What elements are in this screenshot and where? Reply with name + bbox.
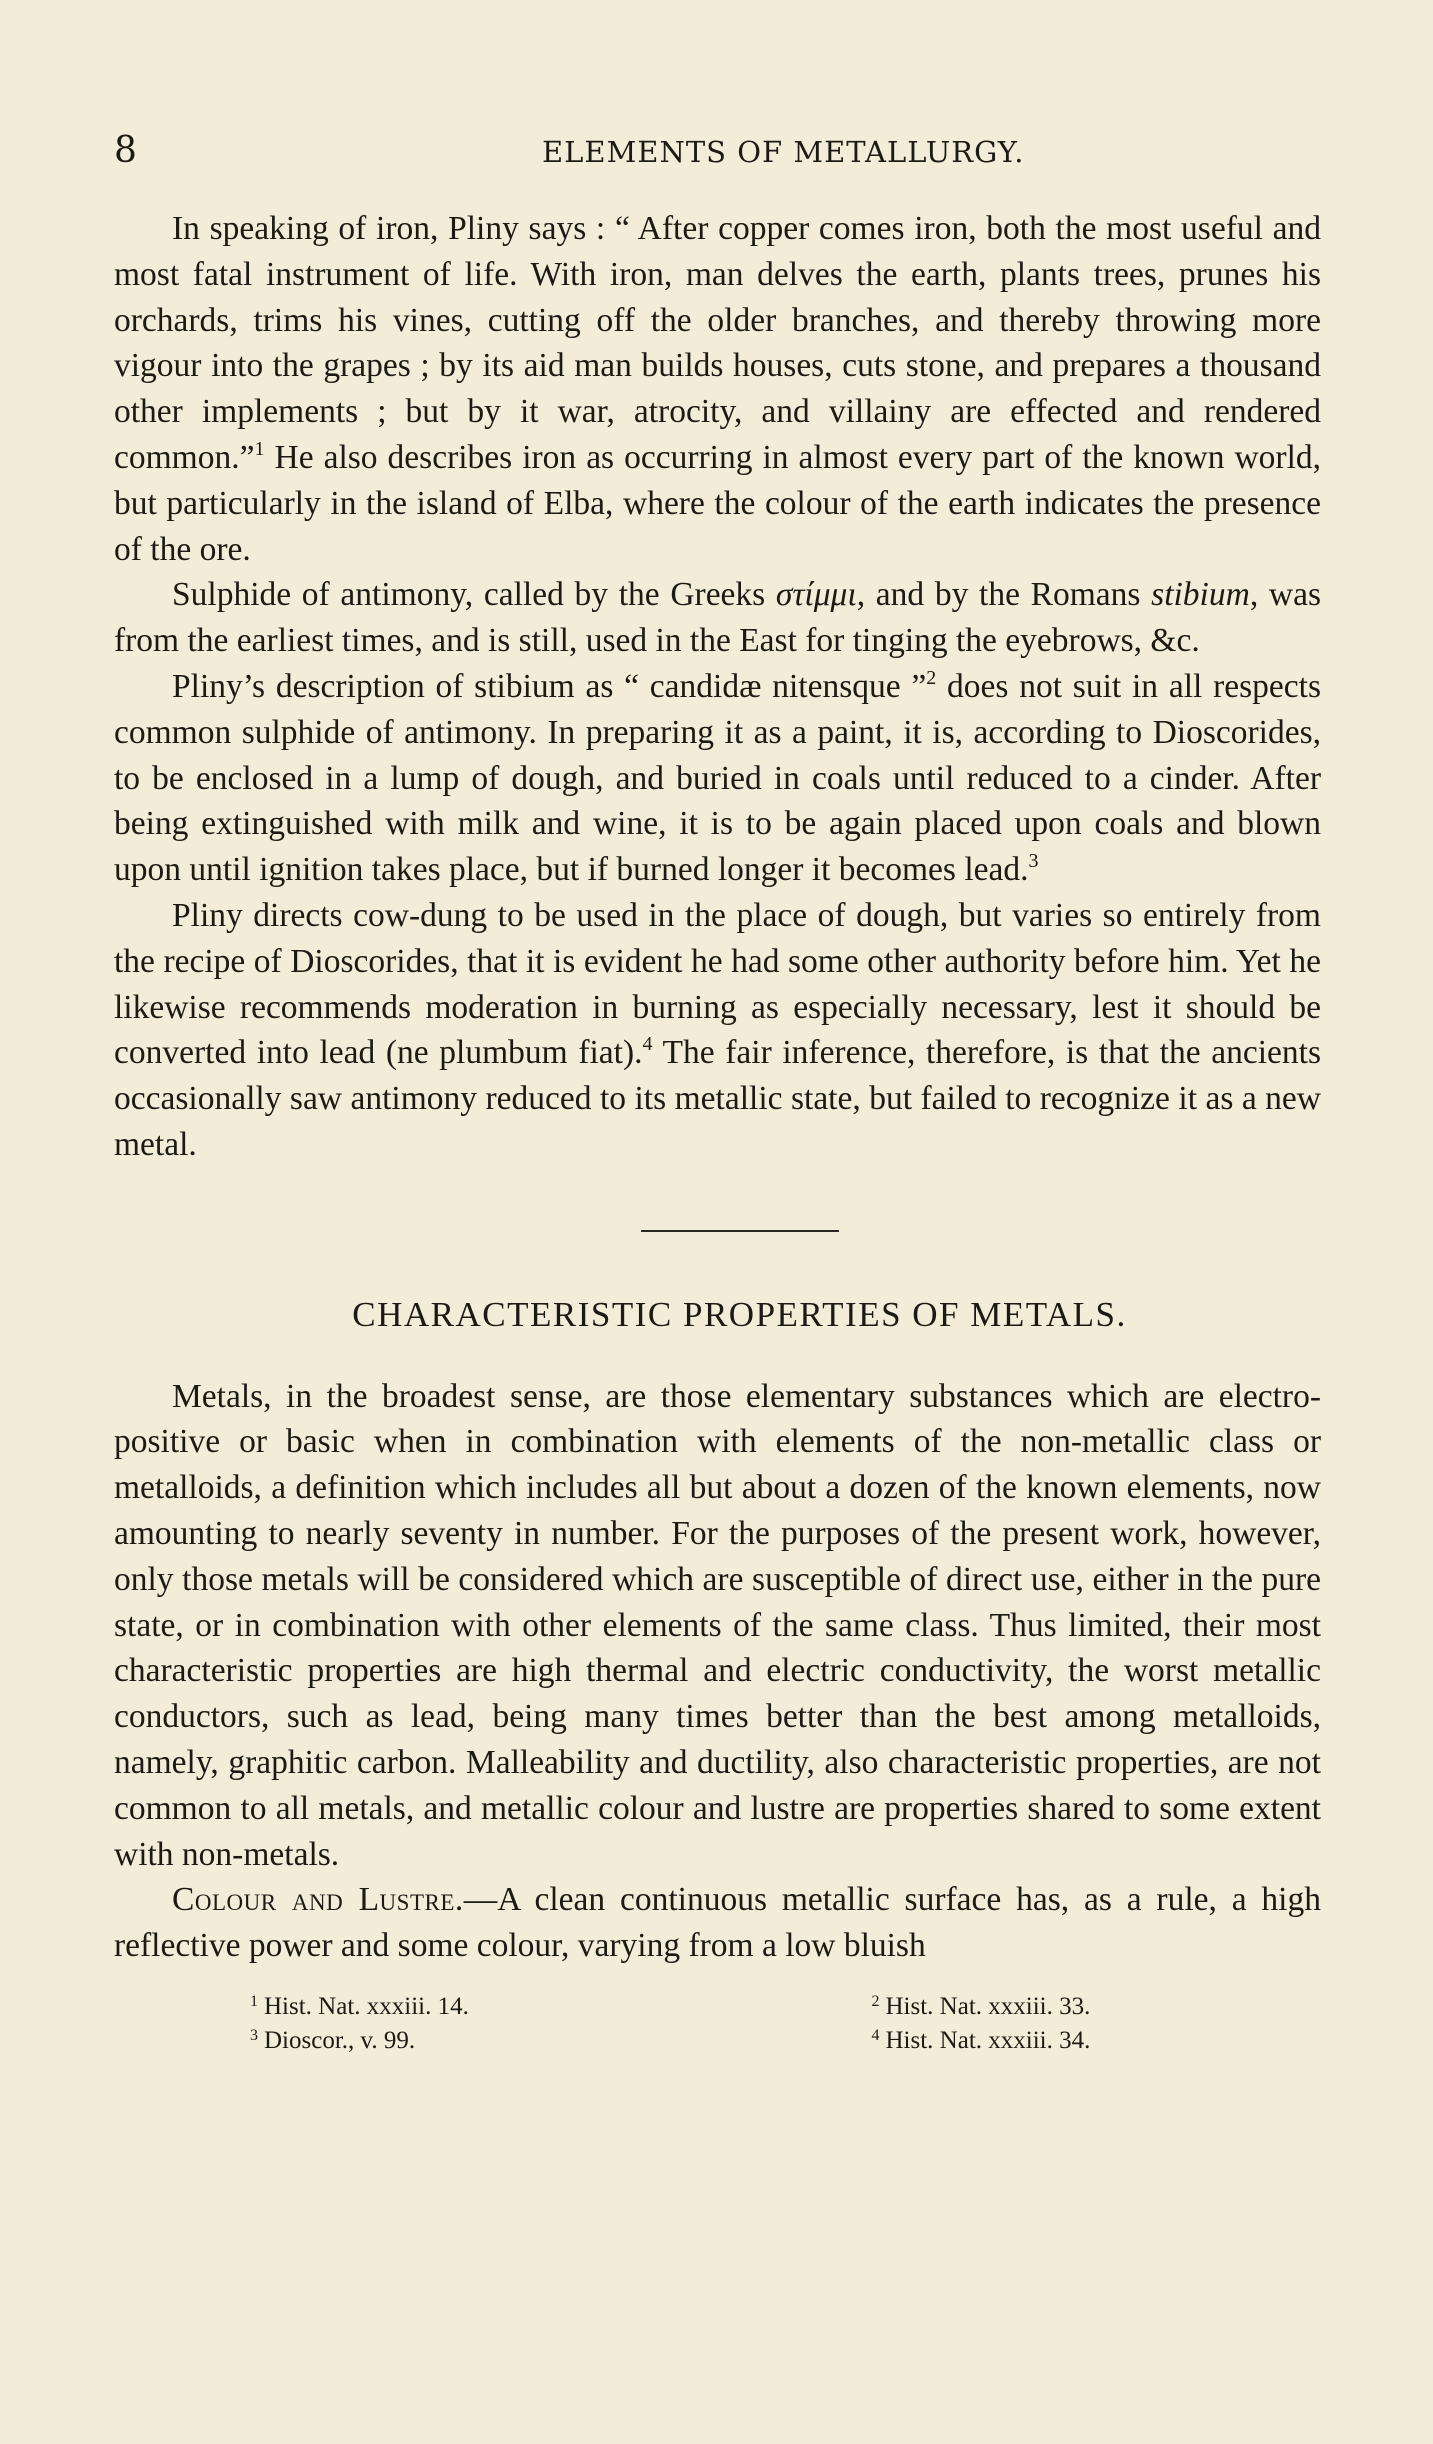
section-heading: CHARACTERISTIC PROPERTIES OF METALS. — [352, 1294, 1127, 1334]
footnote — [786, 2025, 1322, 2057]
paragraph-colour-lustre — [114, 1877, 1321, 1969]
footnote — [786, 1991, 1322, 2023]
footnote-text: Hist. Nat. xxxiii. 34. — [885, 2026, 1091, 2054]
paragraph-metals-definition: Metals, in the broadest sense, are those elementary substances which are electro-positive or basic when in combination with elements of the non-metallic class or metalloids, a definition which includes all but about a dozen of the known elements, now amounting to nearly seventy in number. For the purposes of the present work, however, only those metals will be considered which are susceptible of direct use, either in the pure state, or in combination with other elements of the same class. Thus limited, their most characteristic properties are high thermal and electric conductivity, the worst metallic conductors, such as lead, being many times better than the best among metalloids, namely, graphitic carbon. Malleability and ductility, also characteristic properties, are not common to all metals, and metallic colour and lustre are properties shared to some extent with non-metals. — [114, 1377, 1321, 1873]
footnote-text: Hist. Nat. xxxiii. 14. — [264, 1992, 469, 2020]
paragraph-cow-dung — [114, 893, 1321, 1168]
text-segment: does not suit in all respects common sulphide of antimony. In preparing it as a paint, it is, according to Dioscorides, to be enclosed in a lump of dough, and buried in coals until reduced to a cinder. After being extinguished with milk and wine, it is to be again placed upon coals and blown upon until ignition takes place, but if burned longer it becomes lead. — [114, 667, 1321, 889]
footnote-mark: 1 — [250, 1992, 258, 2010]
footnote-mark: 2 — [871, 1992, 880, 2010]
latin-term: stibium — [1151, 576, 1250, 614]
footnote-ref: 3 — [1028, 850, 1039, 873]
footnote-text: Hist. Nat. xxxiii. 33. — [885, 1992, 1091, 2020]
footnote-ref: 4 — [642, 1033, 653, 1056]
text-segment: —A clean continuous metallic surface has, as a rule, a high reflective power and some colour, varying from a low bluish — [114, 1881, 1321, 1965]
footnote — [250, 1991, 786, 2023]
footnotes — [114, 1991, 1321, 2057]
section-divider — [641, 1230, 839, 1232]
footnote-mark: 3 — [250, 2026, 258, 2044]
text-segment: Sulphide of antimony, called by the Greeks — [172, 576, 776, 614]
text-segment: The fair inference, therefore, is that the ancients occasionally saw antimony reduced to its metallic state, but failed to recognize it as a new metal. — [114, 1034, 1321, 1163]
text-segment: Pliny’s description of stibium as “ candidæ nitensque ” — [172, 667, 927, 705]
text-segment: Pliny directs cow-dung to be used in the place of dough, but varies so entirely from the recipe of Dioscorides, that it is evident he had some other authority before him. Yet he likewise recommends moderation in burning as especially necessary, lest it should be converted into lead (ne plumbum fiat). — [114, 896, 1321, 1072]
footnote-ref: 2 — [926, 666, 937, 689]
footnote-text: Dioscor., v. 99. — [264, 2026, 416, 2054]
paragraph-sulphide — [114, 572, 1321, 664]
body-text — [114, 206, 1321, 1969]
running-head — [114, 130, 1321, 190]
text-segment: , and by the Romans — [856, 576, 1152, 614]
subsection-lead: Colour and Lustre. — [172, 1881, 464, 1919]
paragraph-iron — [114, 206, 1321, 572]
text-segment: , was from the earliest times, and is still, used in the East for tinging the eyebrows, &c. — [114, 576, 1321, 660]
page-number: 8 — [114, 130, 138, 171]
running-title: ELEMENTS OF METALLURGY. — [542, 135, 1025, 169]
text-segment: In speaking of iron, Pliny says : “ After copper comes iron, both the most useful and most fatal instrument of life. With iron, man delves the earth, plants trees, prunes his orchards, trims his vines, cutting off the older branches, and thereby throwing more vigour into the grapes ; by its aid man builds houses, cuts stone, and prepares a thousand other implements ; but by it war, atrocity, and villainy are effected and rendered common.” — [114, 210, 1321, 476]
paragraph-stibium — [114, 664, 1321, 893]
footnote-mark: 4 — [871, 2026, 880, 2044]
footnote — [250, 2025, 786, 2057]
greek-term: στίμμι — [775, 576, 857, 614]
text-segment: He also describes iron as occurring in almost every part of the known world, but particularly in the island of Elba, where the colour of the earth indicates the presence of the ore. — [114, 438, 1321, 568]
footnote-ref: 1 — [254, 437, 265, 460]
